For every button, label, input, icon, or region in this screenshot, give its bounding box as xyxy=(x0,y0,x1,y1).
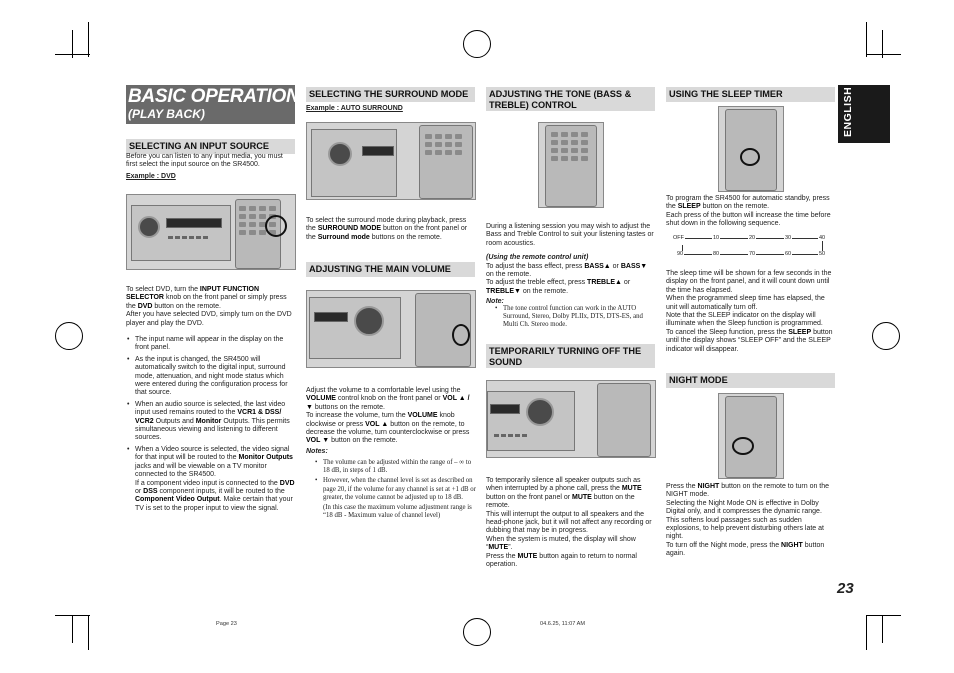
crop-mark xyxy=(882,615,883,643)
bullet: • As the input is changed, the SR4500 will automatically switch to the digital input, surround mode, attenuation, and night mode status which were entered during the configuration process for that source. xyxy=(126,356,296,398)
bullet: • When an audio source is selected, the last video input used remains routed to the VCR1 & DSS/ VCR2 Outputs and Monitor Outputs. This permits simultaneous viewing and listening to different sources. xyxy=(126,401,296,443)
sleep-seq-top: 20 xyxy=(749,235,756,241)
sleep-intro: To program the SR4500 for automatic standby, press the SLEEP button on the remote. Each press of the button will increase the time before shut down in the following sequence. xyxy=(666,195,831,228)
bullet-continued: If a component video input is connected to the DVD or DSS component inputs, it will be routed to the Component Video Output. Make certain that your TV is set to the proper input to view the signal. xyxy=(135,479,295,512)
registration-mark xyxy=(55,322,83,350)
volume-text: Adjust the volume to a comfortable level using the VOLUME control knob on the front panel or VOL ▲ / ▼ buttons on the remote. To increase the volume, turn the VOLUME knob clockwise or press VOL ▲ button on the remote, to decrease the volume, turn counterclockwise or press VOL ▼ button on the remote. Notes: xyxy=(306,387,476,456)
crop-mark xyxy=(88,615,89,650)
surround-text: To select the surround mode during playback, press the SURROUND MODE button on the front panel or the Surround mode buttons on the remote. xyxy=(306,217,468,241)
tone-text: During a listening session you may wish to adjust the Bass and Treble Control to suit your listening tastes or room acoustics. (Using the remote control unit) To adjust the bass effect, press BASS▲ or BASS▼ on the remote. To adjust the treble effect, press TREBLE▲ or TREBLE▼ on the remote. Note: xyxy=(486,223,656,307)
input-source-example: Example : DVD xyxy=(126,173,176,180)
remote-buttons xyxy=(551,132,588,161)
front-display xyxy=(314,312,348,322)
night-heading: NIGHT MODE xyxy=(666,373,835,388)
sleep-heading: USING THE SLEEP TIMER xyxy=(666,87,835,102)
sleep-seq-top: OFF xyxy=(673,235,684,241)
tone-remote-label: (Using the remote control unit) xyxy=(486,254,589,262)
sleep-seq-bottom: 80 xyxy=(713,251,720,257)
note: • The volume can be adjusted within the range of – ∞ to 18 dB, in steps of 1 dB. xyxy=(314,459,476,475)
volume-image xyxy=(306,290,476,368)
language-tab xyxy=(838,85,890,143)
footer-right: 04.6.25, 11:07 AM xyxy=(540,621,585,627)
crop-mark xyxy=(866,22,867,57)
tone-note-label: Note: xyxy=(486,298,504,306)
sleep-seq-top: 10 xyxy=(713,235,720,241)
title-main: BASIC OPERATION xyxy=(128,86,300,107)
remote-image xyxy=(725,109,777,191)
volume-notes xyxy=(314,459,476,520)
tone-heading: ADJUSTING THE TONE (BASS & TREBLE) CONTROL xyxy=(486,87,655,111)
mute-image xyxy=(486,380,656,458)
receiver-unit xyxy=(487,391,575,451)
remote-buttons xyxy=(425,134,462,155)
highlight-circle xyxy=(740,148,760,166)
volume-heading: ADJUSTING THE MAIN VOLUME xyxy=(306,262,475,277)
highlight-circle xyxy=(265,215,287,237)
input-source-step: To select DVD, turn the INPUT FUNCTION SELECTOR knob on the front panel or simply press the DVD button on the remote. After you have selected DVD, simply turn on the DVD player and play the DVD. xyxy=(126,286,296,328)
sleep-seq-top: 30 xyxy=(785,235,792,241)
input-source-intro: Before you can listen to any input media, you must first select the input source on the SR4500. xyxy=(126,153,283,169)
input-source-step2: After you have selected DVD, simply turn on the DVD player and play the DVD. xyxy=(126,311,292,327)
bullet: • When a Video source is selected, the video signal for that input will be routed to the Monitor Outputs jacks and will be viewable on a TV monitor connected to the SR4500. xyxy=(126,446,296,480)
remote-image xyxy=(545,125,597,207)
crop-mark xyxy=(72,615,73,643)
volume-knob xyxy=(328,142,352,166)
crop-mark xyxy=(866,615,901,616)
sleep-seq-top: 40 xyxy=(819,235,826,241)
crop-mark xyxy=(72,30,73,58)
receiver-front-panel-image xyxy=(126,194,296,270)
input-source-heading: SELECTING AN INPUT SOURCE xyxy=(126,139,295,154)
night-remote-image xyxy=(718,393,784,479)
sleep-seq-bottom: 60 xyxy=(785,251,792,257)
mute-p2: This will interrupt the output to all speakers and the head-phone jack, but it will not affect any recording or dubbing that may be in progress. xyxy=(486,510,652,535)
title-sub: (PLAY BACK) xyxy=(128,107,205,121)
tone-intro: During a listening session you may wish to adjust the Bass and Treble Control to suit your listening tastes or room acoustics. xyxy=(486,223,654,247)
note-continued: (In this case the maximum volume adjustment range is “18 dB - Maximum value of channel level) xyxy=(323,504,472,520)
note: • However, when the channel level is set as described on page 20, if the volume for any channel is set at +1 dB or greater, the volume cannot be adjusted up to 18 dB. xyxy=(314,477,476,502)
surround-heading: SELECTING THE SURROUND MODE xyxy=(306,87,475,102)
sleep-seq-bottom: 50 xyxy=(819,251,826,257)
front-display xyxy=(362,146,394,156)
page-title xyxy=(126,85,300,124)
volume-notes-label: Notes: xyxy=(306,447,328,455)
registration-mark xyxy=(463,618,491,646)
sleep-remote-image xyxy=(718,106,784,192)
front-buttons xyxy=(494,434,527,437)
night-text: Press the NIGHT button on the remote to turn on the NIGHT mode. Selecting the Night Mode ON is effective in Dolby Digital only, and it compresses the dynamic range. This softens loud passages such as sudden explosions, to help prevent disturbing others late at night. To turn off the Night mode, press the NIGHT button again. xyxy=(666,483,830,558)
mute-heading: TEMPORARILY TURNING OFF THE SOUND xyxy=(486,344,655,368)
bullet: • The input name will appear in the display on the front panel. xyxy=(126,336,296,353)
highlight-circle xyxy=(732,437,754,455)
tone-remote-image xyxy=(538,122,604,208)
mute-text: To temporarily silence all speaker outputs such as when interrupted by a phone call, press the MUTE button on the front panel or MUTE button on the remote. This will interrupt the output to all speakers and the head-phone jack, but it will not affect any recording or dubbing that may be in progress. When the system is muted, the display will show “MUTE”. Press the MUTE button again to return to normal operation. xyxy=(486,477,656,569)
language-tab-label: ENGLISH xyxy=(842,86,854,137)
volume-knob xyxy=(526,398,554,426)
sleep-text: The sleep time will be shown for a few seconds in the display on the front panel, and it will count down until the time has elapsed. When the programmed sleep time has elapsed, the unit will automatically turn off. Note that the SLEEP indicator on the display will illuminate when the Sleep function is programmed. To cancel the Sleep function, press the SLEEP button until the display shows “SLEEP OFF” and the SLEEP indicator will disappear. xyxy=(666,270,833,353)
surround-image xyxy=(306,122,476,200)
front-display xyxy=(166,218,222,228)
remote-image xyxy=(419,125,473,199)
page-number: 23 xyxy=(837,580,854,597)
front-display xyxy=(490,404,520,414)
volume-knob xyxy=(138,216,160,238)
sleep-seq-bottom: 70 xyxy=(749,251,756,257)
remote-image xyxy=(725,396,777,478)
remote-image xyxy=(597,383,651,457)
registration-mark xyxy=(872,322,900,350)
remote-image xyxy=(415,293,471,367)
registration-mark xyxy=(463,30,491,58)
receiver-unit xyxy=(131,205,231,261)
crop-mark xyxy=(866,615,867,650)
surround-example: Example : AUTO SURROUND xyxy=(306,105,403,112)
volume-knob xyxy=(354,306,384,336)
crop-mark xyxy=(866,54,901,55)
sleep-seq-bottom: 90 xyxy=(677,251,684,257)
receiver-unit xyxy=(311,129,397,197)
receiver-unit xyxy=(309,297,401,359)
tone-note: • The tone control function can work in the AUTO Surround, Stereo, Dolby PLIIx, DTS, DTS-ES, and Multi Ch. Stereo mode. xyxy=(494,305,656,330)
crop-mark xyxy=(88,22,89,57)
highlight-circle xyxy=(452,324,470,346)
sleep-sequence xyxy=(672,234,832,264)
front-buttons xyxy=(168,236,208,239)
crop-mark xyxy=(882,30,883,58)
input-source-bullets xyxy=(126,336,296,513)
footer-left: Page 23 xyxy=(216,621,237,627)
